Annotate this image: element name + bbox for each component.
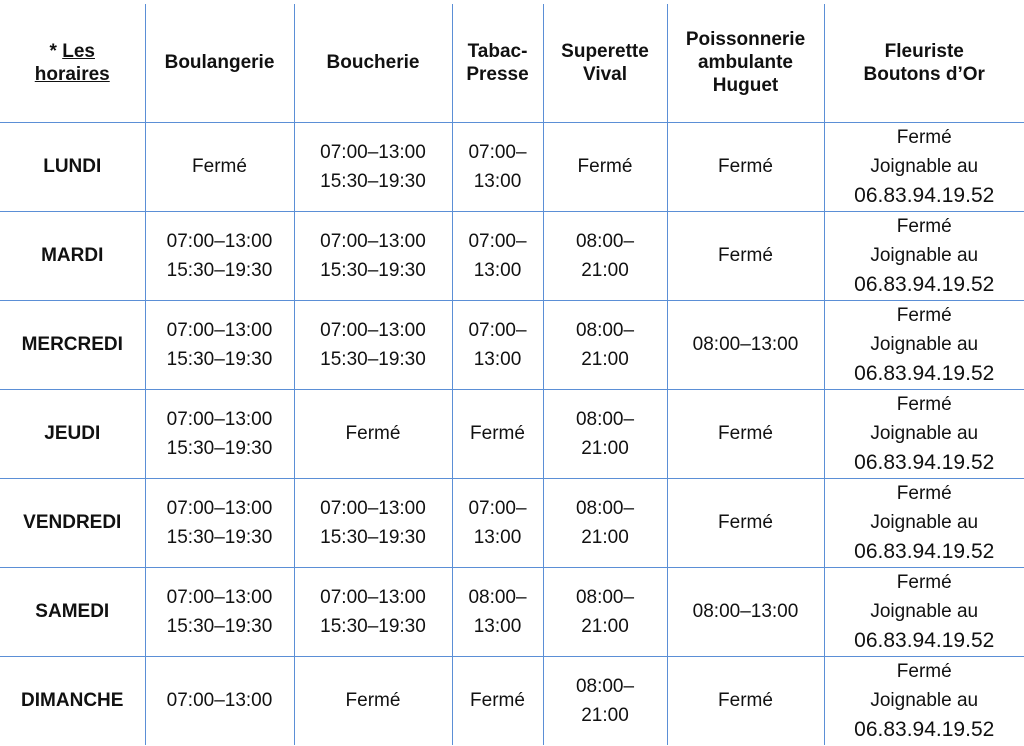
- hours-text: 21:00: [581, 437, 629, 459]
- hours-cell-boucherie: [294, 478, 452, 567]
- hours-text: 07:00–13:00: [320, 497, 426, 519]
- hours-text: Fermé: [718, 423, 773, 444]
- hours-text: Fermé: [896, 572, 952, 593]
- hours-cell-poissonnerie-huguet: [667, 300, 824, 389]
- column-header-line: Fleuriste: [884, 40, 964, 62]
- hours-text: Joignable au: [870, 601, 979, 622]
- hours-text: 15:30–19:30: [320, 615, 426, 637]
- hours-text: 07:00–13:00: [166, 408, 273, 430]
- hours-cell-fleuriste-boutons-dor: [824, 478, 1024, 567]
- hours-text: Fermé: [718, 156, 773, 177]
- hours-cell-poissonnerie-huguet: [667, 211, 824, 300]
- header-row: [0, 4, 1024, 122]
- hours-cell-fleuriste-boutons-dor: [824, 656, 1024, 745]
- hours-cell-boucherie: [294, 122, 452, 211]
- hours-cell-superette-vival: [543, 122, 667, 211]
- table-row: [0, 567, 1024, 656]
- hours-text: 07:00–13:00: [166, 319, 273, 341]
- hours-text: Fermé: [470, 423, 525, 444]
- hours-text: 08:00–: [468, 586, 527, 608]
- hours-text: Fermé: [192, 156, 247, 177]
- hours-cell-boucherie: [294, 211, 452, 300]
- hours-text: 13:00: [473, 170, 522, 192]
- hours-cell-boucherie: [294, 567, 452, 656]
- phone-number: 06.83.94.19.52: [854, 184, 995, 207]
- hours-cell-poissonnerie-huguet: [667, 656, 824, 745]
- column-header-line: Presse: [466, 63, 529, 85]
- column-header-line: Boulangerie: [164, 52, 275, 74]
- hours-cell-superette-vival: [543, 567, 667, 656]
- hours-text: Joignable au: [870, 512, 979, 533]
- hours-text: 13:00: [473, 259, 522, 281]
- hours-text: 07:00–13:00: [320, 141, 426, 163]
- table-row: [0, 656, 1024, 745]
- hours-text: 07:00–: [468, 230, 527, 252]
- hours-cell-poissonnerie-huguet: [667, 122, 824, 211]
- day-label: DIMANCHE: [0, 656, 145, 745]
- hours-text: 15:30–19:30: [166, 259, 273, 281]
- hours-cell-fleuriste-boutons-dor: [824, 211, 1024, 300]
- hours-text: 21:00: [581, 526, 629, 548]
- column-header-line: Huguet: [712, 75, 779, 97]
- phone-number: 06.83.94.19.52: [854, 629, 995, 652]
- hours-cell-tabac-presse: [452, 389, 543, 478]
- hours-text: Fermé: [896, 305, 952, 326]
- hours-text: Fermé: [896, 127, 952, 148]
- hours-text: 07:00–: [468, 319, 527, 341]
- hours-text: Fermé: [896, 216, 952, 237]
- hours-cell-boulangerie: [145, 567, 294, 656]
- hours-text: 07:00–13:00: [320, 230, 426, 252]
- hours-text: Fermé: [345, 423, 401, 444]
- hours-text: Fermé: [718, 245, 773, 266]
- phone-number: 06.83.94.19.52: [854, 718, 995, 742]
- corner-label-horaires: horaires: [34, 63, 110, 85]
- hours-text: 08:00–: [575, 319, 635, 341]
- hours-cell-tabac-presse: [452, 478, 543, 567]
- hours-text: Joignable au: [870, 156, 979, 177]
- hours-text: 08:00–13:00: [692, 334, 799, 355]
- hours-cell-poissonnerie-huguet: [667, 389, 824, 478]
- hours-cell-fleuriste-boutons-dor: [824, 300, 1024, 389]
- column-header-line: Vival: [582, 63, 628, 85]
- hours-text: 21:00: [581, 259, 629, 281]
- hours-cell-boulangerie: [145, 478, 294, 567]
- hours-table-body: [0, 4, 1024, 745]
- hours-cell-superette-vival: [543, 300, 667, 389]
- phone-number: 06.83.94.19.52: [854, 273, 995, 296]
- hours-cell-boucherie: [294, 656, 452, 745]
- hours-text: Joignable au: [870, 245, 979, 266]
- hours-cell-tabac-presse: [452, 656, 543, 745]
- hours-text: Fermé: [896, 661, 952, 683]
- table-row: [0, 478, 1024, 567]
- column-header-line: Superette: [561, 40, 649, 62]
- day-label: MARDI: [0, 211, 145, 300]
- day-label: MERCREDI: [0, 300, 145, 389]
- hours-text: 07:00–13:00: [166, 230, 273, 252]
- column-header-fleuriste-boutons-dor: [824, 4, 1024, 122]
- hours-text: 15:30–19:30: [166, 437, 273, 459]
- hours-cell-fleuriste-boutons-dor: [824, 389, 1024, 478]
- hours-text: 13:00: [473, 526, 522, 548]
- hours-text: 08:00–: [575, 675, 635, 697]
- hours-text: 07:00–13:00: [320, 319, 426, 341]
- hours-text: 21:00: [581, 348, 629, 370]
- hours-cell-superette-vival: [543, 211, 667, 300]
- hours-cell-poissonnerie-huguet: [667, 478, 824, 567]
- hours-text: 08:00–: [575, 408, 635, 430]
- phone-number: 06.83.94.19.52: [854, 540, 995, 563]
- hours-cell-boulangerie: [145, 389, 294, 478]
- hours-text: 08:00–: [575, 497, 635, 519]
- corner-line-1: [0, 40, 145, 63]
- column-header-boulangerie: [145, 4, 294, 122]
- column-header-tabac-presse: [452, 4, 543, 122]
- column-header-line: ambulante: [697, 52, 794, 74]
- corner-prefix: *: [49, 40, 63, 62]
- column-header-line: Boutons d’Or: [863, 63, 985, 85]
- hours-cell-boulangerie: [145, 122, 294, 211]
- hours-text: Joignable au: [870, 334, 979, 355]
- table-row: [0, 211, 1024, 300]
- hours-text: 08:00–: [575, 230, 635, 252]
- hours-cell-boulangerie: [145, 656, 294, 745]
- hours-cell-boucherie: [294, 389, 452, 478]
- hours-text: 15:30–19:30: [166, 526, 273, 548]
- hours-text: 15:30–19:30: [166, 348, 273, 370]
- column-header-line: Poissonnerie: [685, 29, 806, 51]
- column-header-line: Boucherie: [326, 52, 420, 74]
- hours-cell-tabac-presse: [452, 211, 543, 300]
- table-row: [0, 300, 1024, 389]
- hours-text: 21:00: [581, 704, 629, 726]
- hours-text: Fermé: [577, 156, 633, 177]
- hours-cell-superette-vival: [543, 656, 667, 745]
- hours-text: 08:00–13:00: [692, 601, 799, 622]
- hours-text: 08:00–: [575, 586, 635, 608]
- hours-text: Fermé: [718, 512, 773, 533]
- corner-header: [0, 4, 145, 122]
- hours-text: Fermé: [470, 690, 525, 712]
- hours-text: 15:30–19:30: [320, 170, 426, 192]
- hours-text: 13:00: [473, 348, 522, 370]
- hours-cell-boulangerie: [145, 300, 294, 389]
- day-label: LUNDI: [0, 122, 145, 211]
- hours-text: 07:00–: [468, 141, 527, 163]
- column-header-boucherie: [294, 4, 452, 122]
- hours-cell-tabac-presse: [452, 300, 543, 389]
- hours-cell-tabac-presse: [452, 567, 543, 656]
- hours-text: 07:00–13:00: [166, 497, 273, 519]
- hours-text: Fermé: [718, 690, 773, 712]
- hours-cell-superette-vival: [543, 389, 667, 478]
- phone-number: 06.83.94.19.52: [854, 451, 995, 474]
- hours-cell-tabac-presse: [452, 122, 543, 211]
- hours-text: Fermé: [896, 394, 952, 415]
- hours-cell-poissonnerie-huguet: [667, 567, 824, 656]
- hours-cell-boulangerie: [145, 211, 294, 300]
- hours-text: Fermé: [896, 483, 952, 504]
- day-label: SAMEDI: [0, 567, 145, 656]
- hours-text: 07:00–13:00: [320, 586, 426, 608]
- hours-text: 07:00–: [468, 497, 527, 519]
- column-header-poissonnerie-huguet: [667, 4, 824, 122]
- hours-text: Fermé: [345, 690, 401, 712]
- phone-number: 06.83.94.19.52: [854, 362, 995, 385]
- hours-text: Joignable au: [870, 423, 979, 444]
- hours-text: 15:30–19:30: [166, 615, 273, 637]
- hours-cell-fleuriste-boutons-dor: [824, 567, 1024, 656]
- column-header-superette-vival: [543, 4, 667, 122]
- hours-cell-fleuriste-boutons-dor: [824, 122, 1024, 211]
- hours-text: 15:30–19:30: [320, 259, 426, 281]
- hours-text: 07:00–13:00: [166, 690, 273, 712]
- hours-text: 07:00–13:00: [166, 586, 273, 608]
- corner-label-les: Les: [62, 40, 95, 62]
- hours-text: Joignable au: [870, 690, 979, 712]
- hours-text: 15:30–19:30: [320, 526, 426, 548]
- hours-cell-superette-vival: [543, 478, 667, 567]
- column-header-line: Tabac-: [467, 40, 528, 62]
- hours-table: [0, 4, 1024, 745]
- hours-text: 21:00: [581, 615, 629, 637]
- table-row: [0, 389, 1024, 478]
- hours-cell-boucherie: [294, 300, 452, 389]
- hours-text: 15:30–19:30: [320, 348, 426, 370]
- hours-text: 13:00: [473, 615, 522, 637]
- table-row: [0, 122, 1024, 211]
- day-label: VENDREDI: [0, 478, 145, 567]
- day-label: JEUDI: [0, 389, 145, 478]
